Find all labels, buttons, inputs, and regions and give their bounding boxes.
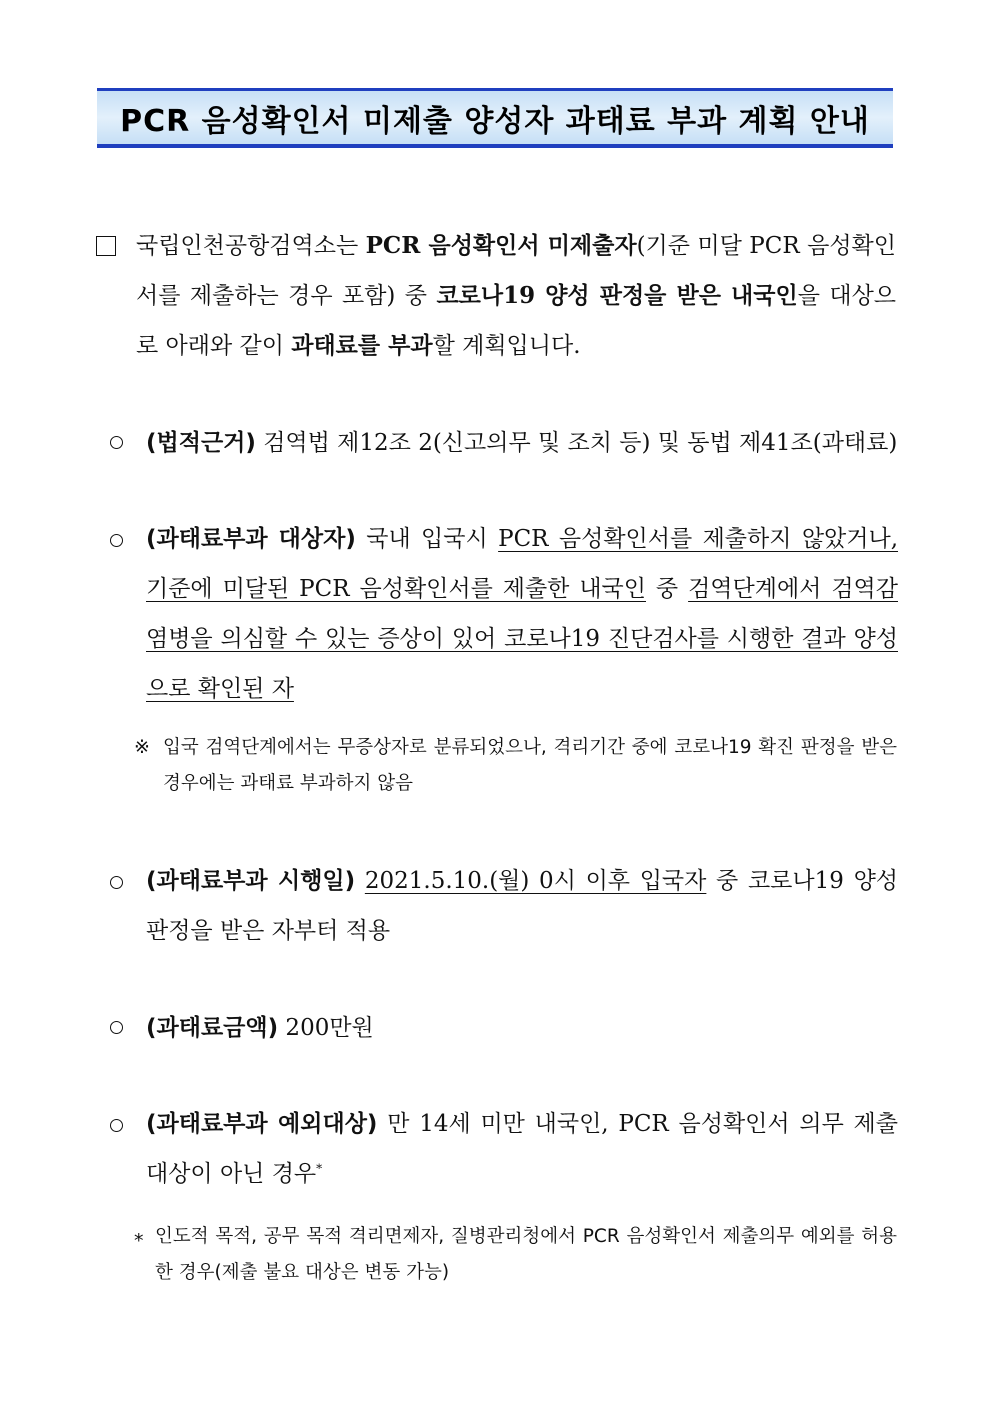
item-text: 검역법 제12조 2(신고의무 및 조치 등) 및 동법 제41조(과태료) xyxy=(255,430,898,456)
footnote-text: 인도적 목적, 공무 목적 격리면제자, 질병관리청에서 PCR 음성확인서 제출의무 예외를 허용한 경우(제출 불요 대상은 변동 가능) xyxy=(155,1226,897,1283)
asterisk-mark: * xyxy=(134,1230,144,1252)
intro-bold-3: 과태료를 부과 xyxy=(291,332,433,359)
intro-bold-2: 코로나19 양성 판정을 받은 내국인 xyxy=(436,282,798,309)
item-underlined-2: 검역단계에서 검역감염병을 의심할 수 있는 증상이 있어 코로나19 진단검사를 시행한 결과 양성으로 확인된 자 xyxy=(146,576,898,702)
circle-bullet-icon xyxy=(110,876,123,889)
item-heading: (과태료부과 시행일) xyxy=(146,868,356,894)
circle-bullet-icon xyxy=(110,534,123,547)
title-banner xyxy=(97,88,893,148)
item-amount xyxy=(146,1003,898,1053)
circle-bullet-icon xyxy=(110,436,123,449)
reference-mark: ※ xyxy=(134,736,150,758)
item-text: 200만원 xyxy=(278,1015,374,1041)
footnote xyxy=(155,1219,897,1291)
document-title: PCR 음성확인서 미제출 양성자 과태료 부과 계획 안내 xyxy=(120,103,870,139)
intro-text-4: 할 계획입니다. xyxy=(432,333,581,359)
item-text-pre: 국내 입국시 xyxy=(355,526,499,552)
circle-bullet-icon xyxy=(110,1021,123,1034)
square-bullet-icon xyxy=(96,236,116,256)
item-text: 만 14세 미만 내국인, PCR 음성확인서 의무 제출 대상이 아닌 경우 xyxy=(146,1111,898,1187)
reference-note xyxy=(163,730,897,802)
item-heading: (과태료금액) xyxy=(146,1015,279,1041)
item-underlined-1: 2021.5.10.(월) 0시 이후 입국자 xyxy=(364,868,707,894)
footnote-marker: * xyxy=(316,1161,323,1176)
intro-text-1: 국립인천공항검역소는 xyxy=(136,233,366,259)
item-heading: (과태료부과 예외대상) xyxy=(146,1111,378,1137)
intro-bold-1: PCR 음성확인서 미제출자 xyxy=(365,232,637,259)
intro-text-2: (기준 미달 PCR 음성확인서를 제출하는 경우 포함) 중 xyxy=(136,233,896,309)
item-heading: (과태료부과 대상자) xyxy=(146,526,356,552)
item-target xyxy=(146,514,898,714)
item-text-post: 중 코로나19 양성 판정을 받은 자부터 적용 xyxy=(146,868,899,944)
item-text-pre xyxy=(355,868,365,894)
item-text-mid: 중 xyxy=(646,576,689,602)
item-exception xyxy=(146,1099,898,1199)
circle-bullet-icon xyxy=(110,1119,123,1132)
item-heading: (법적근거) xyxy=(146,430,256,456)
intro-text-3: 을 대상으로 아래와 같이 xyxy=(136,283,897,359)
intro-paragraph xyxy=(136,221,896,371)
reference-note-text: 입국 검역단계에서는 무증상자로 분류되었으나, 격리기간 중에 코로나19 확진 판정을 받은 경우에는 과태료 부과하지 않음 xyxy=(163,737,897,794)
item-underlined-1: PCR 음성확인서를 제출하지 않았거나, 기준에 미달된 PCR 음성확인서를 제출한 내국인 xyxy=(146,526,899,602)
item-legal-basis xyxy=(146,418,898,468)
item-effective-date xyxy=(146,856,898,956)
